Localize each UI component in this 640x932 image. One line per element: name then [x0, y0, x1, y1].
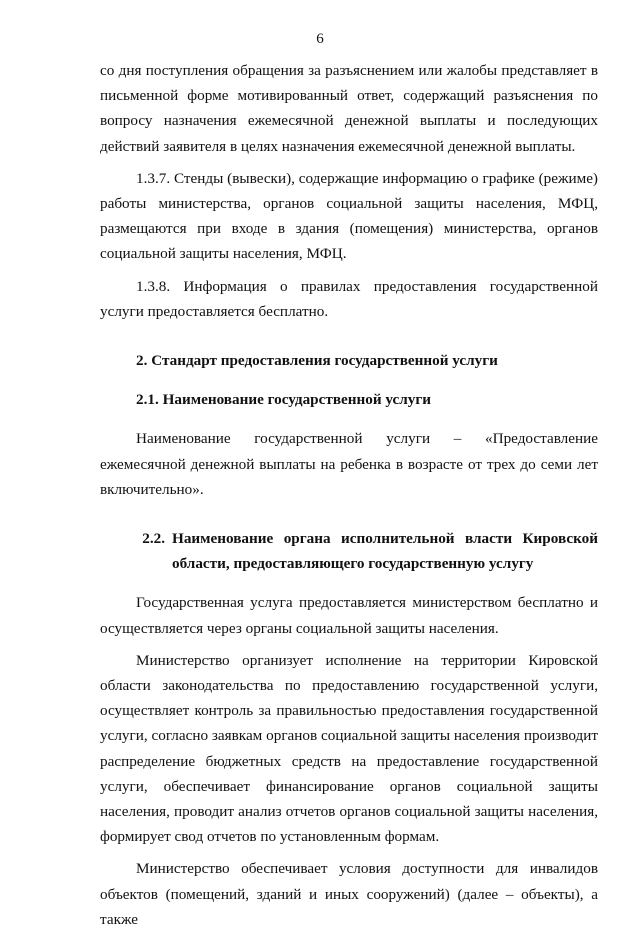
page-number: 6	[316, 31, 324, 47]
paragraph-continued: со дня поступления обращения за разъяснением или жалобы представляет в письменной форме мотивированный ответ, содержащий разъяснения по вопросу назначения ежемесячной денежной выплаты и последующих действий заявителя в целях назначения ежемесячной денежной выплаты.	[100, 62, 598, 155]
paragraph-2-2-b: Министерство организует исполнение на территории Кировской области законодательства по предоставлению государственной услуги, осуществляет контроль за правильностью предоставления государственной услуги, согласно заявкам органов социальной защиты населения производит распределение бюджетных средств на предоставление государственной услуги, обеспечивает финансирование органов социальной защиты населения, проводит анализ отчетов органов социальной защиты населения, формирует свод отчетов по установленным формам.	[100, 651, 598, 846]
paragraph-2-1: Наименование государственной услуги – «Предоставление ежемесячной денежной выплаты на ребенка в возрасте от трех до семи лет включительно».	[100, 430, 598, 498]
paragraph-1-3-8: 1.3.8. Информация о правилах предоставления государственной услуги предоставляется бесплатно.	[100, 277, 598, 320]
section-heading-2-2-text: Наименование органа исполнительной власти Кировской области, предоставляющего государственную услугу	[172, 530, 598, 573]
document-body	[100, 58, 598, 932]
section-heading-2: 2. Стандарт предоставления государственной услуги	[136, 352, 498, 370]
paragraph-2-2-a: Государственная услуга предоставляется министерством бесплатно и осуществляется через органы социальной защиты населения.	[100, 594, 598, 637]
paragraph-1-3-7: 1.3.7. Стенды (вывески), содержащие информацию о графике (режиме) работы министерства, органов социальной защиты населения, МФЦ, размещаются при входе в здания (помещения) министерства, органов социальной защиты населения, МФЦ.	[100, 169, 598, 263]
section-heading-2-1: 2.1. Наименование государственной услуги	[136, 391, 432, 409]
section-heading-2-2	[100, 526, 598, 576]
section-heading-2-2-number: 2.2.	[142, 530, 165, 548]
paragraph-2-2-c: Министерство обеспечивает условия доступности для инвалидов объектов (помещений, зданий и иных сооружений) (далее – объекты), а также	[100, 860, 598, 928]
